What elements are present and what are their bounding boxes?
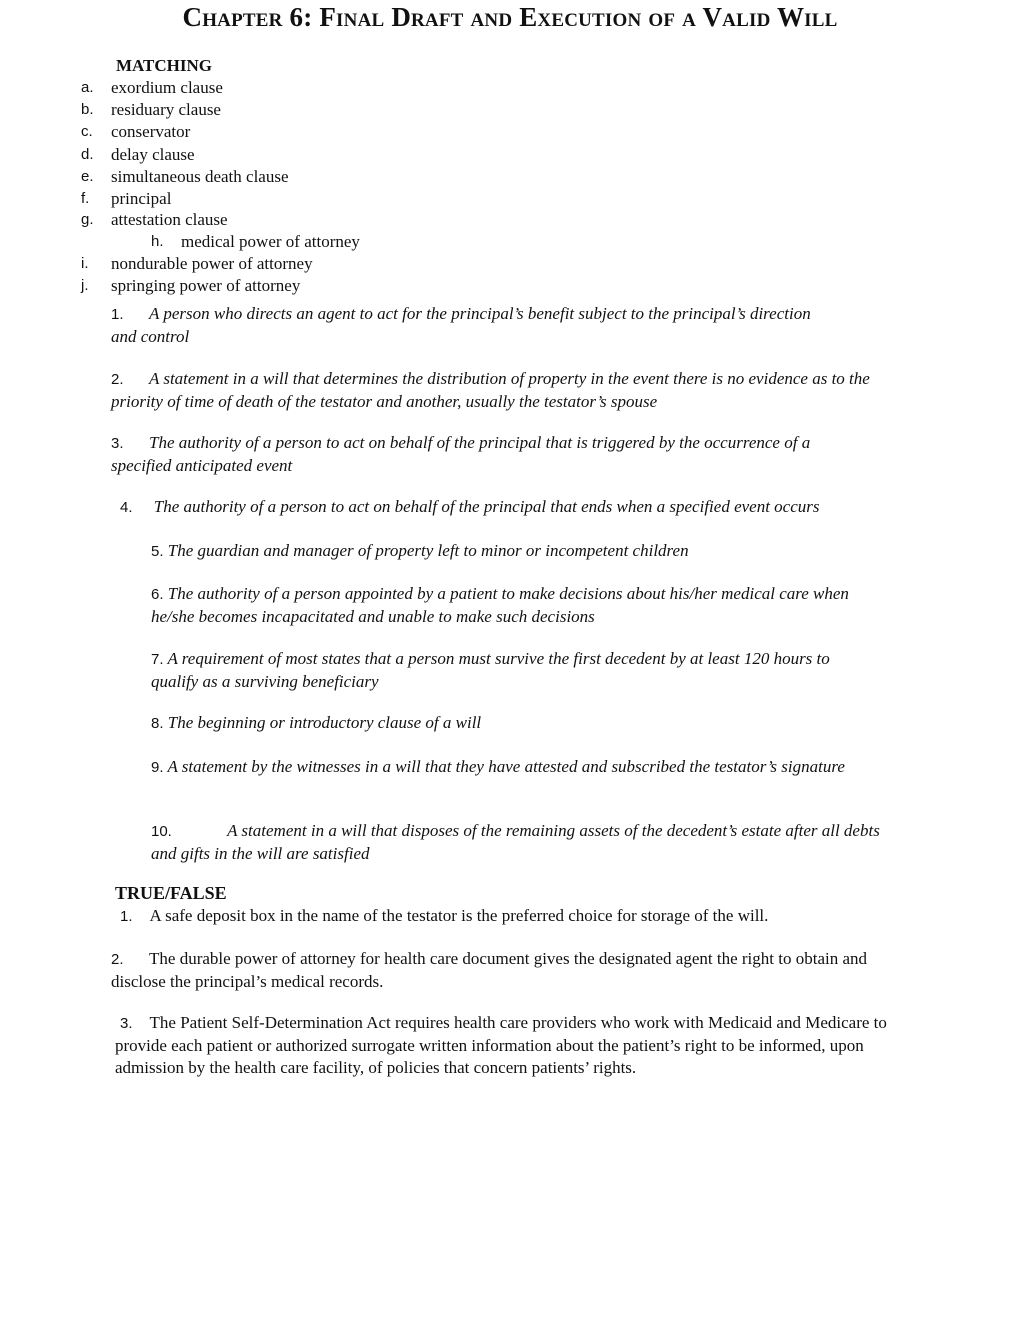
definition-text: A statement in a will that determines the distribution of property in the event there is no evidence as to the priority of time of death of the testator and another, usually the testator’s spouse	[111, 369, 870, 411]
tf-number: 1.	[120, 908, 133, 925]
definition-number: 3.	[111, 435, 124, 452]
definition-number: 4.	[120, 499, 133, 516]
definition-2	[111, 368, 871, 413]
definition-number: 7.	[151, 651, 164, 668]
true-false-heading: TRUE/FALSE	[115, 883, 227, 903]
tf-number: 3.	[120, 1015, 133, 1032]
option-a	[81, 78, 223, 98]
option-h	[151, 232, 360, 252]
option-e	[81, 167, 289, 187]
definition-text: A requirement of most states that a person must survive the first decedent by at least 120 hours to qualify as a surviving beneficiary	[151, 649, 830, 691]
definition-5	[151, 540, 911, 563]
definition-7	[151, 648, 841, 693]
option-text: residuary clause	[111, 100, 221, 119]
option-letter: j.	[81, 277, 89, 294]
definition-text: The beginning or introductory clause of a will	[167, 713, 482, 732]
tf-item-1	[120, 905, 910, 928]
option-text: springing power of attorney	[111, 276, 301, 295]
option-text: nondurable power of attorney	[111, 254, 313, 273]
definition-10	[151, 820, 891, 865]
option-letter: e.	[81, 168, 94, 185]
option-j	[81, 276, 301, 296]
option-g	[81, 210, 228, 230]
tf-text: The Patient Self-Determination Act requires health care providers who work with Medicaid and Medicare to provide each patient or authorized surrogate written information about the patient’s right to be informed, upon admission by the health care facility, of policies that concern patients’ rights.	[115, 1013, 887, 1077]
option-f	[81, 189, 172, 209]
option-letter: c.	[81, 123, 93, 140]
tf-text: The durable power of attorney for health care document gives the designated agent the right to obtain and disclose the principal’s medical records.	[111, 949, 868, 991]
definition-number: 2.	[111, 371, 124, 388]
definition-1	[111, 303, 811, 348]
definition-text: A statement by the witnesses in a will that they have attested and subscribed the testator’s signature	[167, 757, 845, 776]
tf-item-3	[115, 1012, 905, 1079]
definition-text: The authority of a person to act on behalf of the principal that is triggered by the occurrence of a specified anticipated event	[111, 433, 811, 475]
definition-number: 5.	[151, 543, 164, 560]
option-d	[81, 145, 195, 165]
option-letter: h.	[151, 233, 164, 250]
option-b	[81, 100, 221, 120]
matching-heading: MATCHING	[116, 56, 213, 75]
option-c	[81, 122, 191, 142]
definition-9	[151, 756, 851, 779]
definition-number: 9.	[151, 759, 164, 776]
option-letter: d.	[81, 146, 94, 163]
definition-number: 6.	[151, 586, 164, 603]
definition-number: 1.	[111, 306, 124, 323]
definition-text: A person who directs an agent to act for the principal’s benefit subject to the principal’s direction and control	[111, 304, 811, 346]
definition-text: The guardian and manager of property left to minor or incompetent children	[167, 541, 689, 560]
option-text: medical power of attorney	[181, 232, 360, 251]
definition-6	[151, 583, 871, 628]
option-text: simultaneous death clause	[111, 167, 289, 186]
option-i	[81, 254, 313, 274]
option-text: conservator	[111, 122, 191, 141]
option-text: attestation clause	[111, 210, 228, 229]
tf-number: 2.	[111, 951, 124, 968]
definition-text: The authority of a person appointed by a patient to make decisions about his/her medical care when he/she becomes incapacitated and unable to make such decisions	[151, 584, 849, 626]
definition-number: 10.	[151, 823, 172, 840]
definition-4	[120, 496, 920, 519]
option-text: delay clause	[111, 145, 195, 164]
option-letter: g.	[81, 211, 94, 228]
definition-text: A statement in a will that disposes of the remaining assets of the decedent’s estate after all debts and gifts in the will are satisfied	[151, 821, 880, 863]
definition-number: 8.	[151, 715, 164, 732]
definition-8	[151, 712, 871, 735]
definition-text: The authority of a person to act on behalf of the principal that ends when a specified event occurs	[153, 497, 820, 516]
tf-item-2	[111, 948, 911, 993]
definition-3	[111, 432, 861, 477]
chapter-title: Chapter 6: Final Draft and Execution of a Valid Will	[182, 2, 838, 32]
option-text: principal	[111, 189, 172, 208]
tf-text: A safe deposit box in the name of the testator is the preferred choice for storage of the will.	[149, 906, 769, 925]
option-letter: a.	[81, 79, 94, 96]
option-text: exordium clause	[111, 78, 223, 97]
option-letter: b.	[81, 101, 94, 118]
option-letter: i.	[81, 255, 89, 272]
option-letter: f.	[81, 190, 90, 207]
